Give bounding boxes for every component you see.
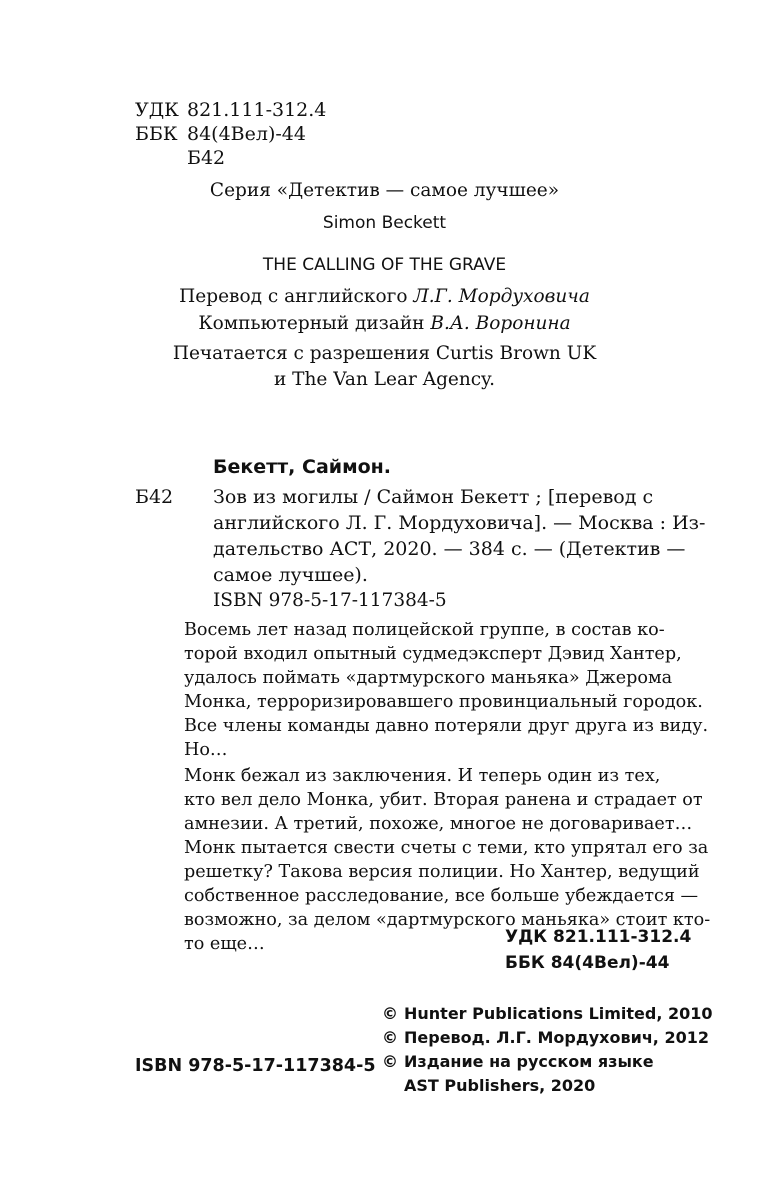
copyright-line-3b: AST Publishers, 2020	[404, 1076, 596, 1095]
copyright-symbol: ©	[382, 1052, 398, 1071]
udk-value: 821.111-312.4	[187, 99, 327, 121]
design-label: Компьютерный дизайн	[198, 313, 425, 334]
copyright-line-3a: Издание на русском языке	[404, 1052, 654, 1071]
annotation-line: кто вел дело Монка, убит. Вторая ранена и страдает от	[184, 790, 703, 810]
translation-label: Перевод с английского	[179, 286, 408, 307]
translator-name: Л.Г. Мордуховича	[413, 286, 590, 307]
bottom-codes	[505, 924, 691, 976]
original-author-line	[0, 213, 769, 233]
annotation-line: Все члены команды давно потеряли друг друга из виду.	[184, 716, 709, 736]
designer-name: В.А. Воронина	[430, 313, 571, 334]
catalog-isbn: ISBN 978-5-17-117384-5	[213, 590, 447, 611]
bbk-line	[135, 122, 306, 146]
bbk-label: ББК	[135, 123, 178, 145]
translation-line	[0, 286, 769, 307]
catalog-line: дательство АСТ, 2020. — 384 с. — (Детектив —	[213, 538, 686, 560]
original-title: THE CALLING OF THE GRAVE	[262, 255, 507, 275]
annotation-line: Восемь лет назад полицейской группе, в состав ко-	[184, 620, 665, 640]
annotation-line: Но…	[184, 740, 228, 760]
permission-block	[0, 341, 769, 393]
annotation-line: то еще…	[184, 934, 265, 954]
annotation-line: Монк пытается свести счеты с теми, кто упрятал его за	[184, 838, 709, 858]
catalog-line: Зов из могилы / Саймон Бекетт ; [перевод с	[213, 486, 654, 508]
series-line	[0, 180, 769, 201]
permission-line-2: и The Van Lear Agency.	[273, 369, 496, 390]
udk-label: УДК	[135, 99, 179, 121]
copyright-symbol: ©	[382, 1028, 398, 1047]
catalog-line: самое лучшее).	[213, 564, 368, 586]
isbn-bottom: ISBN 978-5-17-117384-5	[135, 1056, 376, 1076]
copyright-block	[382, 1002, 713, 1098]
annotation-line: Монка, терроризировавшего провинциальный городок.	[184, 692, 703, 712]
udk-line	[135, 98, 326, 122]
annotation-line: амнезии. А третий, похоже, многое не договаривает…	[184, 814, 693, 834]
bottom-udk: УДК 821.111-312.4	[505, 927, 692, 947]
permission-line-1: Печатается с разрешения Curtis Brown UK	[172, 343, 597, 364]
annotation-line: возможно, за делом «дартмурского маньяка» стоит кто-	[184, 910, 711, 930]
annotation-line: собственное расследование, все больше убеждается —	[184, 886, 699, 906]
copyright-symbol: ©	[382, 1004, 398, 1023]
annotation-line: удалось поймать «дартмурского маньяка» Джерома	[184, 668, 673, 688]
copyright-line-1: Hunter Publications Limited, 2010	[404, 1004, 713, 1023]
original-author: Simon Beckett	[322, 213, 447, 233]
annotation-line: торой входил опытный судмедэксперт Дэвид Хантер,	[184, 644, 682, 664]
annotation-paragraph-1	[184, 618, 709, 762]
original-title-line	[0, 255, 769, 275]
author-mark-top: Б42	[187, 147, 226, 169]
bbk-value: 84(4Вел)-44	[187, 123, 306, 145]
annotation-line: Монк бежал из заключения. И теперь один из тех,	[184, 766, 661, 786]
catalog-line: английского Л. Г. Мордуховича]. — Москва : Из-	[213, 512, 706, 534]
series: Серия «Детектив — самое лучшее»	[209, 180, 560, 201]
annotation-line: решетку? Такова версия полиции. Но Хантер, ведущий	[184, 862, 700, 882]
copyright-line-2: Перевод. Л.Г. Мордухович, 2012	[404, 1028, 709, 1047]
catalog-description	[135, 484, 706, 588]
bottom-bbk: ББК 84(4Вел)-44	[505, 953, 670, 973]
catalog-author-heading: Бекетт, Саймон.	[213, 456, 392, 478]
design-line	[0, 313, 769, 334]
catalog-mark: Б42	[135, 486, 174, 508]
